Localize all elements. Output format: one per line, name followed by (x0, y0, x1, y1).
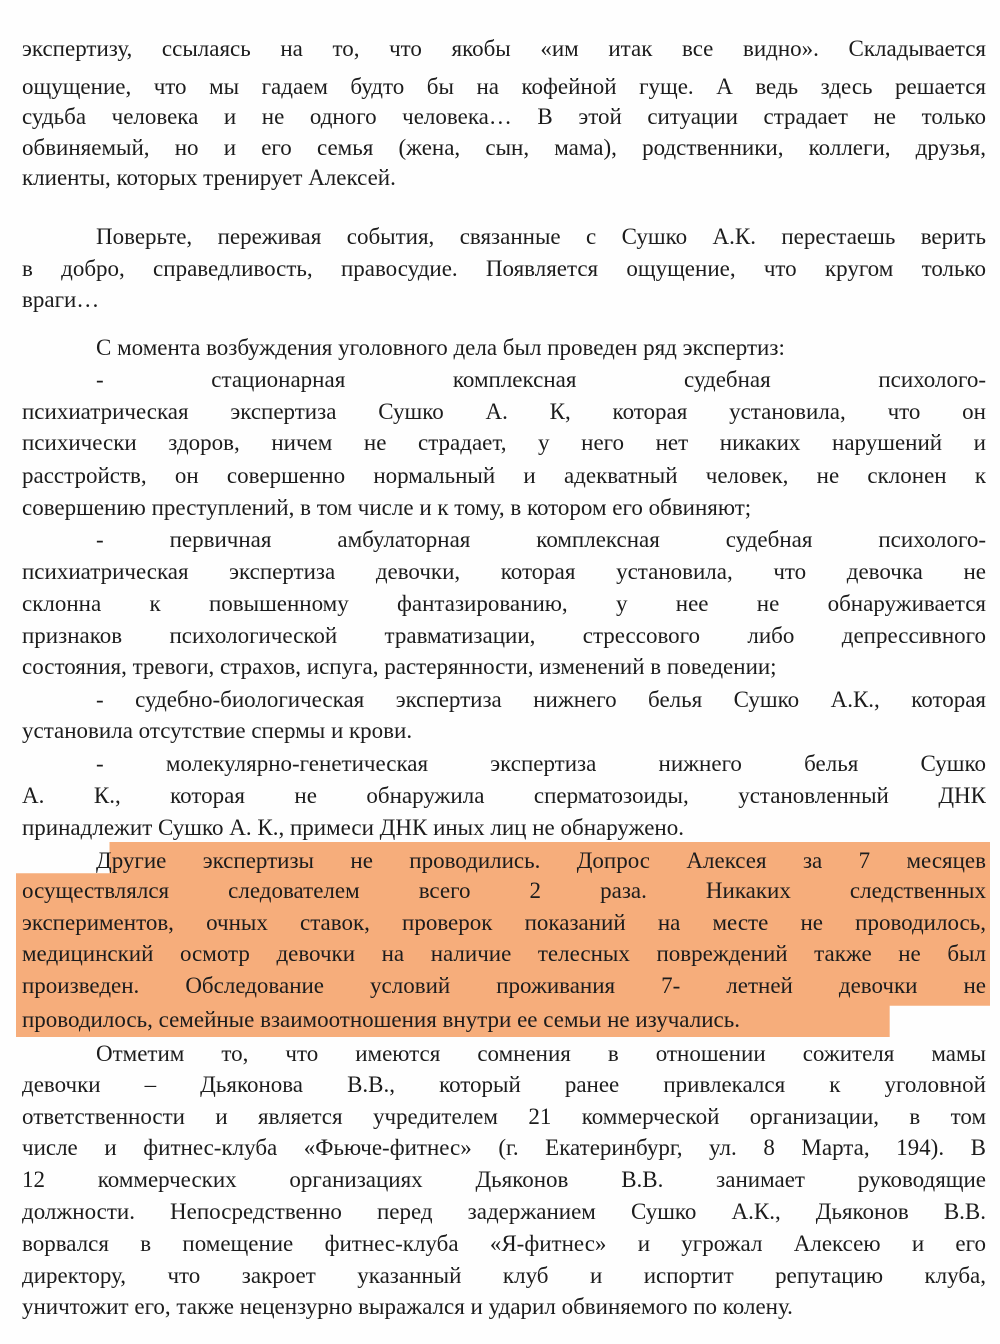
paragraph-expertises-intro-line: С момента возбуждения уголовного дела был проведен ряд экспертиз: (96, 335, 785, 360)
list-item-inpatient-expertise-line: расстройств, он совершенно нормальный и адекватный человек, не склонен к (22, 463, 986, 488)
list-item-genetic-expertise-line: А. К., которая не обнаружила сперматозоиды, установленный ДНК (22, 783, 986, 808)
list-item-genetic-expertise-line: - молекулярно-генетическая экспертиза нижнего белья Сушко (96, 751, 986, 776)
paragraph-no-other-expertises-line: Другие экспертизы не проводились. Допрос Алексея за 7 месяцев (96, 848, 986, 873)
list-item-outpatient-expertise-line: - первичная амбулаторная комплексная судебная психолого- (96, 527, 986, 552)
list-item-inpatient-expertise-line: совершению преступлений, в том числе и к тому, в котором его обвиняют; (22, 495, 752, 520)
paragraph-believe-line: Поверьте, переживая события, связанные с Сушко А.К. перестаешь верить (96, 224, 986, 249)
paragraph-expertise-complaint-line: клиенты, которых тренирует Алексей. (22, 165, 396, 190)
list-item-inpatient-expertise-line: психически здоров, ничем не страдает, у него нет никаких нарушений и (22, 430, 986, 455)
list-item-biological-expertise-line: установила отсутствие спермы и крови. (22, 718, 413, 743)
paragraph-expertise-complaint-line: обвиняемый, но и его семья (жена, сын, мама), родственники, коллеги, друзья, (22, 135, 986, 160)
paragraph-dyakonov-line: директору, что закроет указанный клуб и испортит репутацию клуба, (22, 1263, 986, 1288)
paragraph-dyakonov-line: ответственности и является учредителем 21 коммерческой организации, в том (22, 1104, 986, 1129)
paragraph-no-other-expertises-line: проводилось, семейные взаимоотношения внутри ее семьи не изучались. (22, 1007, 740, 1032)
paragraph-dyakonov-line: Отметим то, что имеются сомнения в отношении сожителя мамы (96, 1041, 986, 1066)
paragraph-believe-line: в добро, справедливость, правосудие. Появляется ощущение, что кругом только (22, 256, 986, 281)
list-item-outpatient-expertise-line: склонна к повышенному фантазированию, у нее не обнаруживается (22, 591, 986, 616)
paragraph-expertise-complaint-line: ощущение, что мы гадаем будто бы на кофейной гуще. А ведь здесь решается (22, 74, 986, 99)
list-item-outpatient-expertise-line: состояния, тревоги, страхов, испуга, растерянности, изменений в поведении; (22, 654, 777, 679)
paragraph-expertise-complaint-line: судьба человека и не одного человека… В этой ситуации страдает не только (22, 104, 986, 129)
paragraph-no-other-expertises-line: медицинский осмотр девочки на наличие телесных повреждений также не был (22, 941, 986, 966)
paragraph-no-other-expertises-line: осуществлялся следователем всего 2 раза. Никаких следственных (22, 878, 986, 903)
paragraph-dyakonov-line: числе и фитнес-клуба «Фьюче-фитнес» (г. Екатеринбург, ул. 8 Марта, 194). В (22, 1135, 986, 1160)
paragraph-expertise-complaint-line: экспертизу, ссылаясь на то, что якобы «им итак все видно». Складывается (22, 36, 986, 61)
list-item-inpatient-expertise-line: - стационарная комплексная судебная психолого- (96, 367, 986, 392)
list-item-genetic-expertise-line: принадлежит Сушко А. К., примеси ДНК иных лиц не обнаружено. (22, 815, 684, 840)
paragraph-no-other-expertises-line: экспериментов, очных ставок, проверок показаний на месте не проводилось, (22, 910, 986, 935)
paragraph-dyakonov-line: уничтожит его, также нецензурно выражался и ударил обвиняемого по колену. (22, 1294, 793, 1319)
paragraph-dyakonov-line: должности. Непосредственно перед задержанием Сушко А.К., Дьяконов В.В. (22, 1199, 986, 1224)
paragraph-believe-line: враги… (22, 287, 100, 312)
list-item-outpatient-expertise-line: признаков психологической травматизации, стрессового либо депрессивного (22, 623, 986, 648)
list-item-biological-expertise-line: - судебно-биологическая экспертиза нижнего белья Сушко А.К., которая (96, 687, 986, 712)
paragraph-no-other-expertises-line: произведен. Обследование условий проживания 7- летней девочки не (22, 973, 986, 998)
paragraph-dyakonov-line: 12 коммерческих организациях Дьяконов В.В. занимает руководящие (22, 1167, 986, 1192)
list-item-outpatient-expertise-line: психиатрическая экспертиза девочки, которая установила, что девочка не (22, 559, 986, 584)
paragraph-dyakonov-line: девочки – Дьяконова В.В., который ранее привлекался к уголовной (22, 1072, 986, 1097)
list-item-inpatient-expertise-line: психиатрическая экспертиза Сушко А. К, которая установила, что он (22, 399, 986, 424)
paragraph-dyakonov-line: ворвался в помещение фитнес-клуба «Я-фитнес» и угрожал Алексею и его (22, 1231, 986, 1256)
